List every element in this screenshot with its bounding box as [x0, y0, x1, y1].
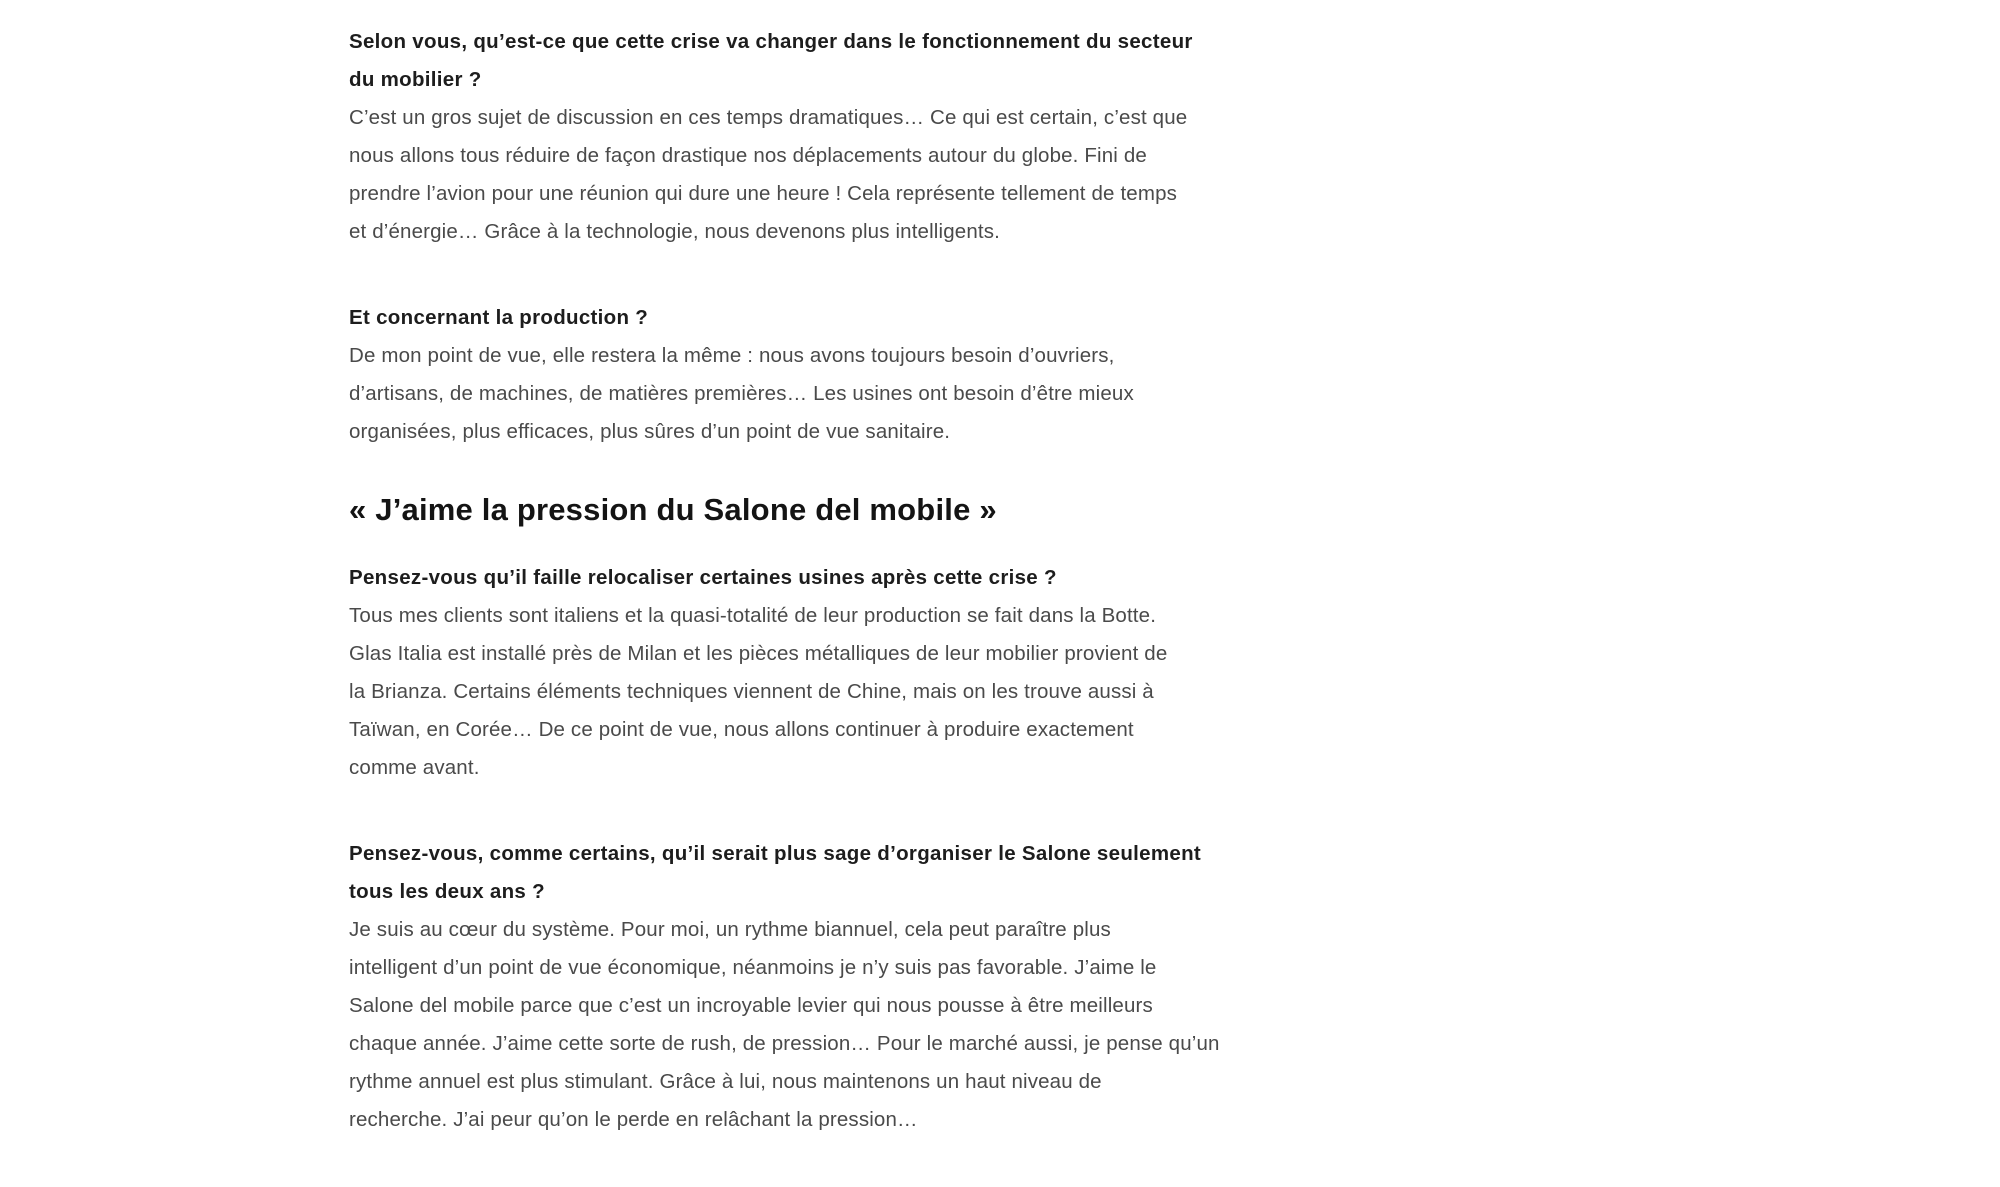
text-line: du mobilier ? [349, 68, 482, 91]
interview-question [349, 835, 1247, 911]
text-line: C’est un gros sujet de discussion en ces temps dramatiques… Ce qui est certain, c’est que [349, 106, 1188, 129]
text-line: d’artisans, de machines, de matières premières… Les usines ont besoin d’être mieux [349, 382, 1134, 405]
interview-question [349, 23, 1247, 99]
interview-answer [349, 911, 1247, 1139]
interview-answer [349, 99, 1247, 251]
text-line: intelligent d’un point de vue économique, néanmoins je n’y suis pas favorable. J’aime le [349, 956, 1157, 979]
text-line: Taïwan, en Corée… De ce point de vue, nous allons continuer à produire exactement [349, 718, 1134, 741]
text-line: « J’aime la pression du Salone del mobile » [349, 492, 997, 527]
interview-answer [349, 337, 1247, 451]
interview-answer [349, 597, 1247, 787]
text-line: et d’énergie… Grâce à la technologie, nous devenons plus intelligents. [349, 220, 1000, 243]
text-line: Glas Italia est installé près de Milan et les pièces métalliques de leur mobilier provient de [349, 642, 1168, 665]
text-line: comme avant. [349, 756, 480, 779]
text-line: recherche. J’ai peur qu’on le perde en relâchant la pression… [349, 1108, 918, 1131]
interview-question [349, 299, 1247, 337]
text-line: Pensez-vous, comme certains, qu’il serait plus sage d’organiser le Salone seulement [349, 842, 1202, 865]
text-line: organisées, plus efficaces, plus sûres d’un point de vue sanitaire. [349, 420, 951, 443]
interview-question [349, 559, 1247, 597]
text-line: De mon point de vue, elle restera la même : nous avons toujours besoin d’ouvriers, [349, 344, 1115, 367]
text-line: tous les deux ans ? [349, 880, 545, 903]
text-line: la Brianza. Certains éléments techniques viennent de Chine, mais on les trouve aussi à [349, 680, 1154, 703]
text-line: Et concernant la production ? [349, 306, 649, 329]
text-line: Tous mes clients sont italiens et la quasi-totalité de leur production se fait dans la Botte. [349, 604, 1157, 627]
text-line: Selon vous, qu’est-ce que cette crise va changer dans le fonctionnement du secteur [349, 30, 1193, 53]
text-line: Pensez-vous qu’il faille relocaliser certaines usines après cette crise ? [349, 566, 1057, 589]
article-content [349, 23, 1247, 1187]
section-heading [349, 487, 1247, 533]
text-line: rythme annuel est plus stimulant. Grâce à lui, nous maintenons un haut niveau de [349, 1070, 1102, 1093]
text-line: nous allons tous réduire de façon drastique nos déplacements autour du globe. Fini de [349, 144, 1147, 167]
text-line: Salone del mobile parce que c’est un incroyable levier qui nous pousse à être meilleurs [349, 994, 1153, 1017]
text-line: prendre l’avion pour une réunion qui dure une heure ! Cela représente tellement de temps [349, 182, 1178, 205]
text-line: Je suis au cœur du système. Pour moi, un rythme biannuel, cela peut paraître plus [349, 918, 1111, 941]
text-line: chaque année. J’aime cette sorte de rush, de pression… Pour le marché aussi, je pense qu’un [349, 1032, 1220, 1055]
